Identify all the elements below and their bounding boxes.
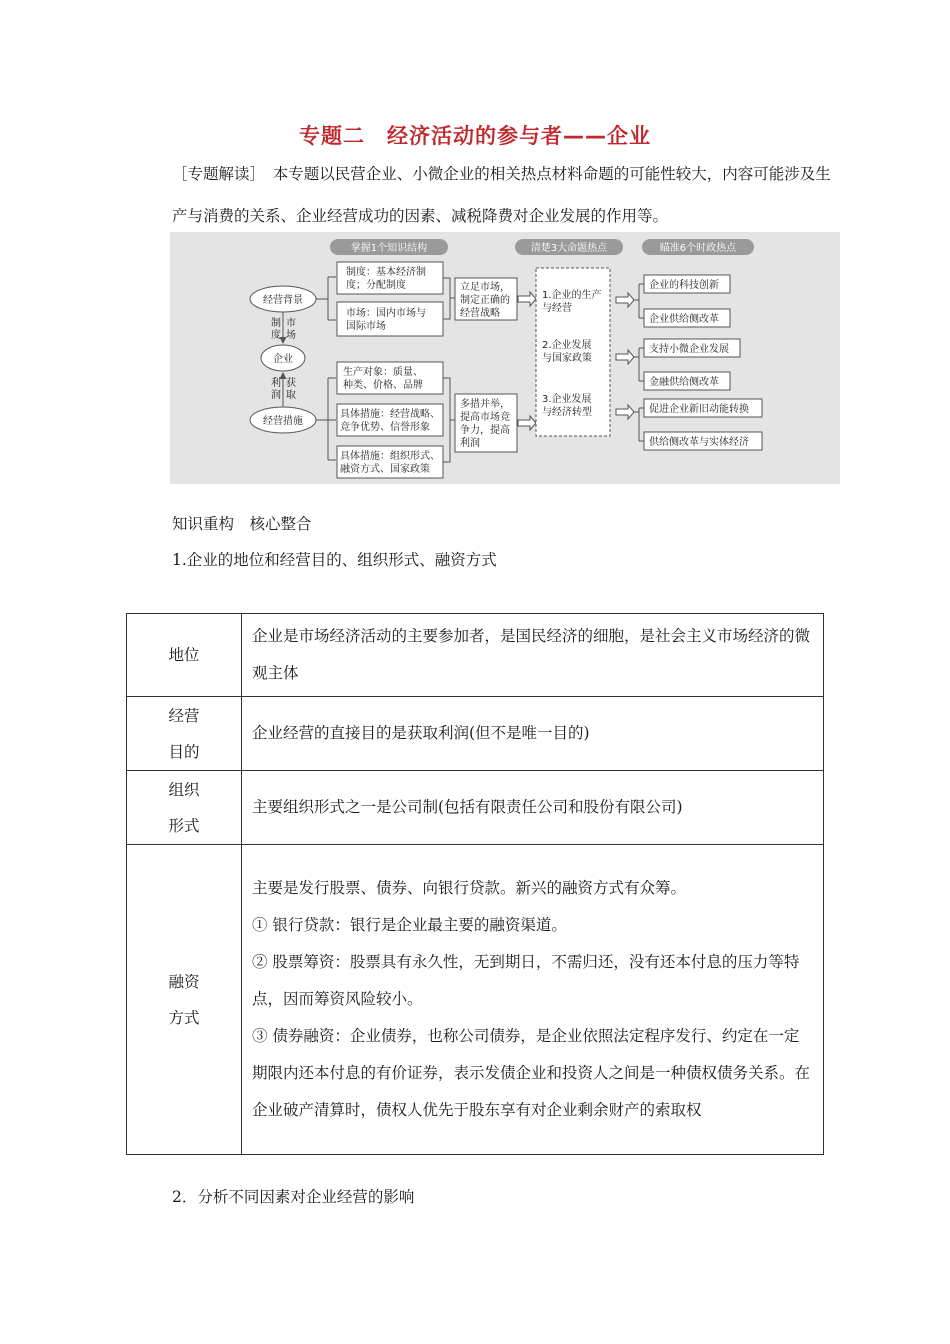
section-2-title: 2．分析不同因素对企业经营的影响	[172, 1188, 415, 1206]
row-key	[127, 697, 242, 771]
hot-topic-1: 企业的科技创新	[649, 280, 719, 291]
key-status: 地位	[168, 646, 200, 664]
box-strategy-l3: 经营战略	[460, 308, 500, 319]
financing-stock: ② 股票筹资：股票具有永久性，无到期日，不需归还，没有还本付息的压力等特点，因而筹资风险较小。	[252, 953, 800, 1008]
label-chang: 场	[286, 330, 296, 341]
hot-topic-6: 供给侧改革与实体经济	[649, 437, 749, 448]
box-market-l1: 市场：国内市场与	[346, 308, 426, 319]
node-background: 经营背景	[263, 295, 303, 306]
node-measures: 经营措施	[263, 416, 303, 427]
financing-bond: ③ 债券融资：企业债券，也称公司债券，是企业依照法定程序发行、约定在一定期限内还本付息的有价证券，表示发债企业和投资人之间是一种债权债务关系。在企业破产清算时，债权人优先于股东享有对企业剩余财产的索取权	[252, 1027, 811, 1119]
label-shi: 市	[286, 318, 296, 329]
intro-paragraph: ［专题解读］ 本专题以民营企业、小微企业的相关热点材料命题的可能性较大，内容可能涉及生产与消费的关系、企业经营成功的因素、减税降费对企业发展的作用等。	[172, 165, 831, 225]
label-du: 度	[271, 330, 281, 341]
node-enterprise: 企业	[273, 354, 293, 365]
box-strategy-l1: 立足市场，	[460, 282, 510, 293]
box-system-l2: 度；分配制度	[346, 280, 406, 291]
box-measure1-l2: 竞争优势、信誉形象	[340, 422, 430, 433]
box-prod-l1: 生产对象：质量、	[343, 367, 423, 378]
hot-topic-4: 金融供给侧改革	[649, 377, 719, 388]
topic-2-l1: 2.企业发展	[542, 340, 592, 351]
label-run: 润	[271, 390, 281, 401]
topic-1-l2: 与经营	[542, 303, 572, 314]
row-value: 企业经营的直接目的是获取利润(但不是唯一目的)	[242, 697, 824, 771]
box-multi-l1: 多措并举，	[460, 399, 510, 410]
box-multi-l2: 提高市场竞	[460, 412, 510, 423]
row-value	[242, 845, 824, 1155]
key-purpose-l2: 目的	[168, 742, 200, 761]
box-market-l2: 国际市场	[346, 321, 386, 332]
box-multi-l3: 争力，提高	[460, 425, 510, 436]
page-title: 专题二 经济活动的参与者——企业	[299, 124, 651, 148]
key-purpose-l1: 经营	[168, 706, 200, 725]
enterprise-info-table	[126, 613, 824, 1155]
hot-topic-3: 支持小微企业发展	[649, 344, 729, 355]
section-1-title: 1.企业的地位和经营目的、组织形式、融资方式	[172, 551, 497, 569]
key-financing-l2: 方式	[168, 1008, 200, 1027]
topic-3-l1: 3.企业发展	[542, 394, 592, 405]
box-system-l1: 制度：基本经济制	[346, 267, 426, 278]
hot-topic-2: 企业供给侧改革	[649, 314, 719, 325]
row-key	[127, 771, 242, 845]
label-li: 利	[271, 378, 281, 389]
financing-intro: 主要是发行股票、债券、向银行贷款。新兴的融资方式有众筹。	[252, 879, 687, 897]
box-multi-l4: 利润	[460, 438, 480, 449]
diagram-header-2: 清楚3大命题热点	[530, 243, 608, 254]
row-value: 企业是市场经济活动的主要参加者，是国民经济的细胞，是社会主义市场经济的微观主体	[242, 614, 824, 697]
box-measure2-l1: 具体措施：组织形式、	[340, 451, 440, 462]
key-financing-l1: 融资	[168, 972, 200, 991]
diagram-header-3: 瞄准6个时政热点	[659, 243, 737, 254]
topic-3-l2: 与经济转型	[542, 407, 592, 418]
key-form-l1: 组织	[168, 780, 200, 799]
box-measure1-l1: 具体措施：经营战略、	[340, 409, 440, 420]
table-row	[127, 771, 824, 845]
row-key	[127, 845, 242, 1155]
box-prod-l2: 种类、价格、品牌	[343, 380, 423, 391]
knowledge-structure-diagram	[170, 232, 840, 484]
table-row	[127, 697, 824, 771]
section-heading: 知识重构 核心整合	[172, 515, 312, 533]
table-row	[127, 614, 824, 697]
box-measure2-l2: 融资方式、国家政策	[340, 464, 430, 475]
topic-1-l1: 1.企业的生产	[542, 290, 602, 301]
box-strategy-l2: 制定正确的	[460, 295, 510, 306]
label-huo: 获	[286, 378, 296, 389]
hot-topic-5: 促进企业新旧动能转换	[649, 404, 749, 415]
financing-bank-loan: ① 银行贷款：银行是企业最主要的融资渠道。	[252, 916, 567, 934]
topic-2-l2: 与国家政策	[542, 353, 592, 364]
label-qu: 取	[286, 390, 296, 401]
label-zhi: 制	[271, 318, 281, 329]
row-key	[127, 614, 242, 697]
diagram-header-1: 掌握1个知识结构	[350, 243, 428, 254]
key-form-l2: 形式	[168, 816, 200, 835]
row-value: 主要组织形式之一是公司制(包括有限责任公司和股份有限公司)	[242, 771, 824, 845]
table-row	[127, 845, 824, 1155]
